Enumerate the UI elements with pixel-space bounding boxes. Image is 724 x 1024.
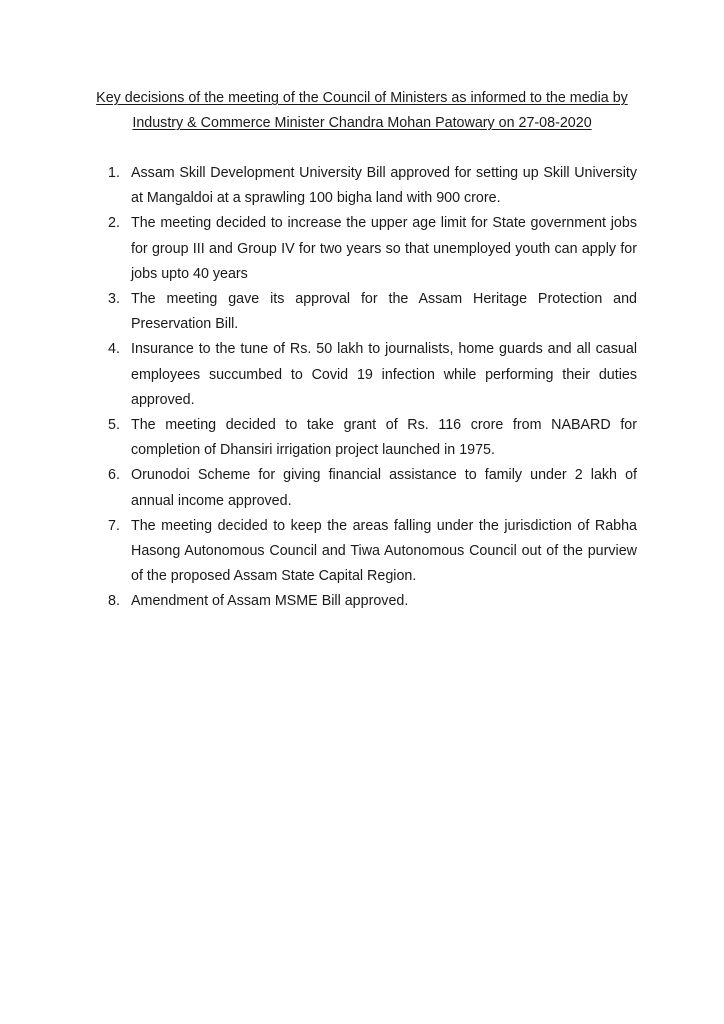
decision-number: 7. [108,517,120,534]
decision-number: 1. [108,165,120,181]
decision-text: The meeting decided to increase the upper age limit for State government jobs for group III and Group IV for two years so that unemployed youth can apply for jobs upto 40 years [131,215,637,282]
decision-number: 6. [108,467,120,484]
decision-number: 4. [108,341,120,358]
decision-text: The meeting decided to take grant of Rs. 116 crore from NABARD for completion of Dhansiri irrigation project launched in 1975. [131,417,637,459]
decision-text: Orunodoi Scheme for giving financial assistance to family under 2 lakh of annual income approved. [131,467,637,509]
title-line-1: Key decisions of the meeting of the Council of Ministers as informed to the media by [96,90,628,106]
decision-text: The meeting gave its approval for the Assam Heritage Protection and Preservation Bill. [131,291,637,333]
decision-item-1 [108,161,637,211]
decision-number: 3. [108,291,120,308]
decision-item-3 [108,287,637,337]
decision-text: Assam Skill Development University Bill approved for setting up Skill University at Mangaldoi at a sprawling 100 bigha land with 900 crore. [131,165,637,207]
decision-text: Insurance to the tune of Rs. 50 lakh to journalists, home guards and all casual employees succumbed to Covid 19 infection while performing their duties approved. [131,341,637,408]
decision-number: 5. [108,417,120,434]
decision-text: Amendment of Assam MSME Bill approved. [131,593,409,610]
decision-number: 8. [108,593,120,610]
decision-number: 2. [108,215,120,232]
decisions-list [108,161,637,615]
decision-item-6 [108,463,637,513]
title-line-2: Industry & Commerce Minister Chandra Mohan Patowary on 27-08-2020 [132,114,592,131]
decision-item-2 [108,211,637,287]
document-title [60,86,664,135]
decision-item-5 [108,413,637,463]
decision-item-8 [108,589,637,614]
decision-text: The meeting decided to keep the areas falling under the jurisdiction of Rabha Hasong Autonomous Council and Tiwa Autonomous Council out of the purview of the proposed Assam State Capital Region. [131,517,637,585]
decision-item-7 [108,514,637,590]
decision-item-4 [108,337,637,413]
